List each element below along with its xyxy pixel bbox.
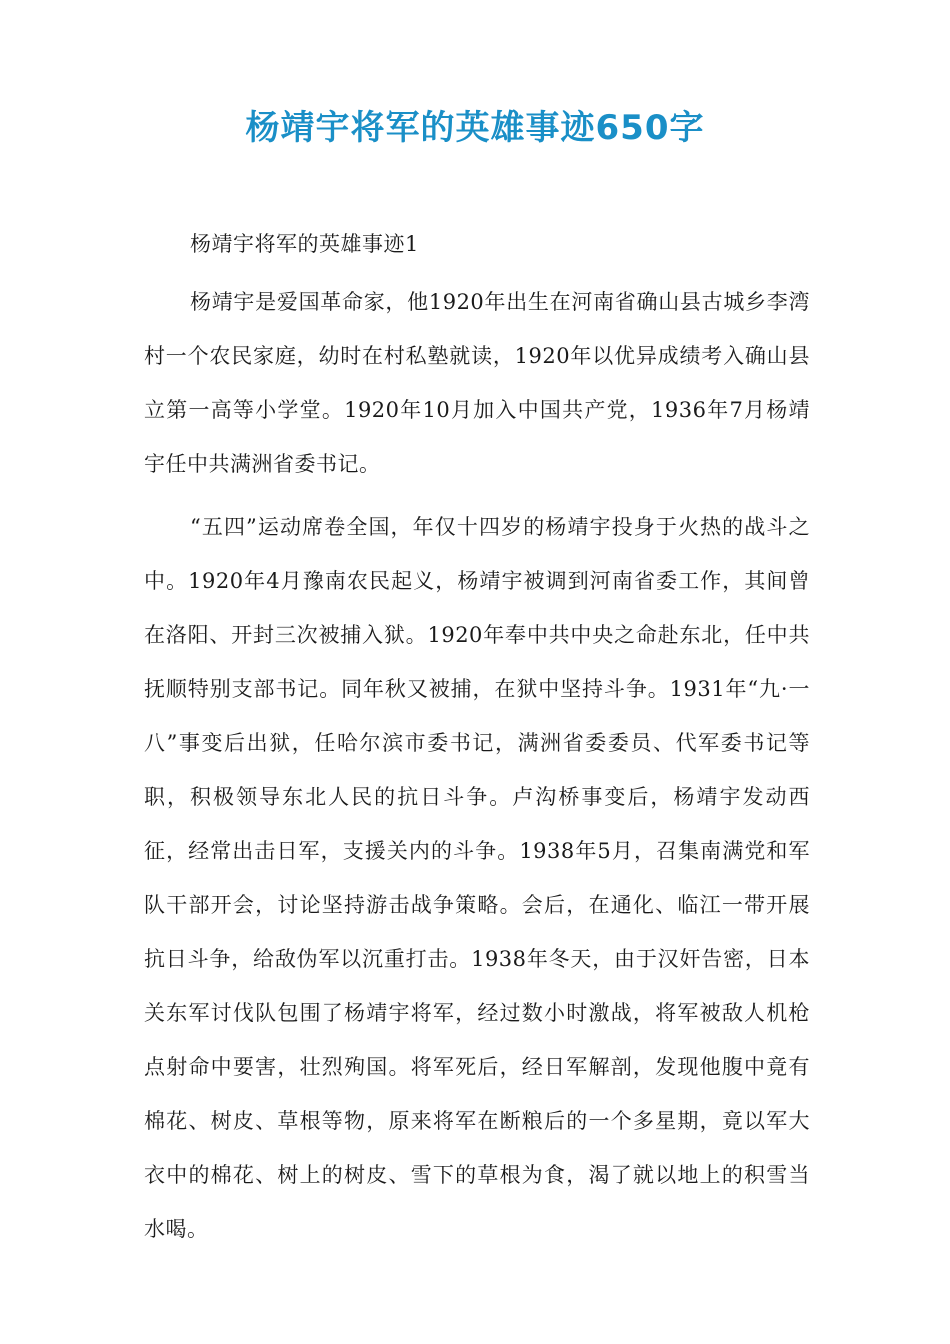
paragraph-1: 杨靖宇是爱国革命家，他1920年出生在河南省确山县古城乡李湾村一个农民家庭，幼时在村私塾就读，1920年以优异成绩考入确山县立第一高等小学堂。1920年10月加入中国共产党，1936年7月杨靖宇任中共满洲省委书记。 — [144, 290, 810, 476]
document-title: 杨靖宇将军的英雄事迹650字 — [245, 108, 705, 148]
document-body — [144, 222, 810, 1256]
section-heading: 杨靖宇将军的英雄事迹1 — [190, 232, 419, 256]
paragraph-2: “五四”运动席卷全国，年仅十四岁的杨靖宇投身于火热的战斗之中。1920年4月豫南农民起义，杨靖宇被调到河南省委工作，其间曾在洛阳、开封三次被捕入狱。1920年奉中共中央之命赴东北，任中共抚顺特别支部书记。同年秋又被捕，在狱中坚持斗争。1931年“九·一八”事变后出狱，任哈尔滨市委书记，满洲省委委员、代军委书记等职，积极领导东北人民的抗日斗争。卢沟桥事变后，杨靖宇发动西征，经常出击日军，支援关内的斗争。1938年5月，召集南满党和军队干部开会，讨论坚持游击战争策略。会后，在通化、临江一带开展抗日斗争，给敌伪军以沉重打击。1938年冬天，由于汉奸告密，日本关东军讨伐队包围了杨靖宇将军，经过数小时激战，将军被敌人机枪点射命中要害，壮烈殉国。将军死后，经日军解剖，发现他腹中竟有棉花、树皮、草根等物，原来将军在断粮后的一个多星期，竟以军大衣中的棉花、树上的树皮、雪下的草根为食，渴了就以地上的积雪当水喝。 — [144, 515, 810, 1241]
